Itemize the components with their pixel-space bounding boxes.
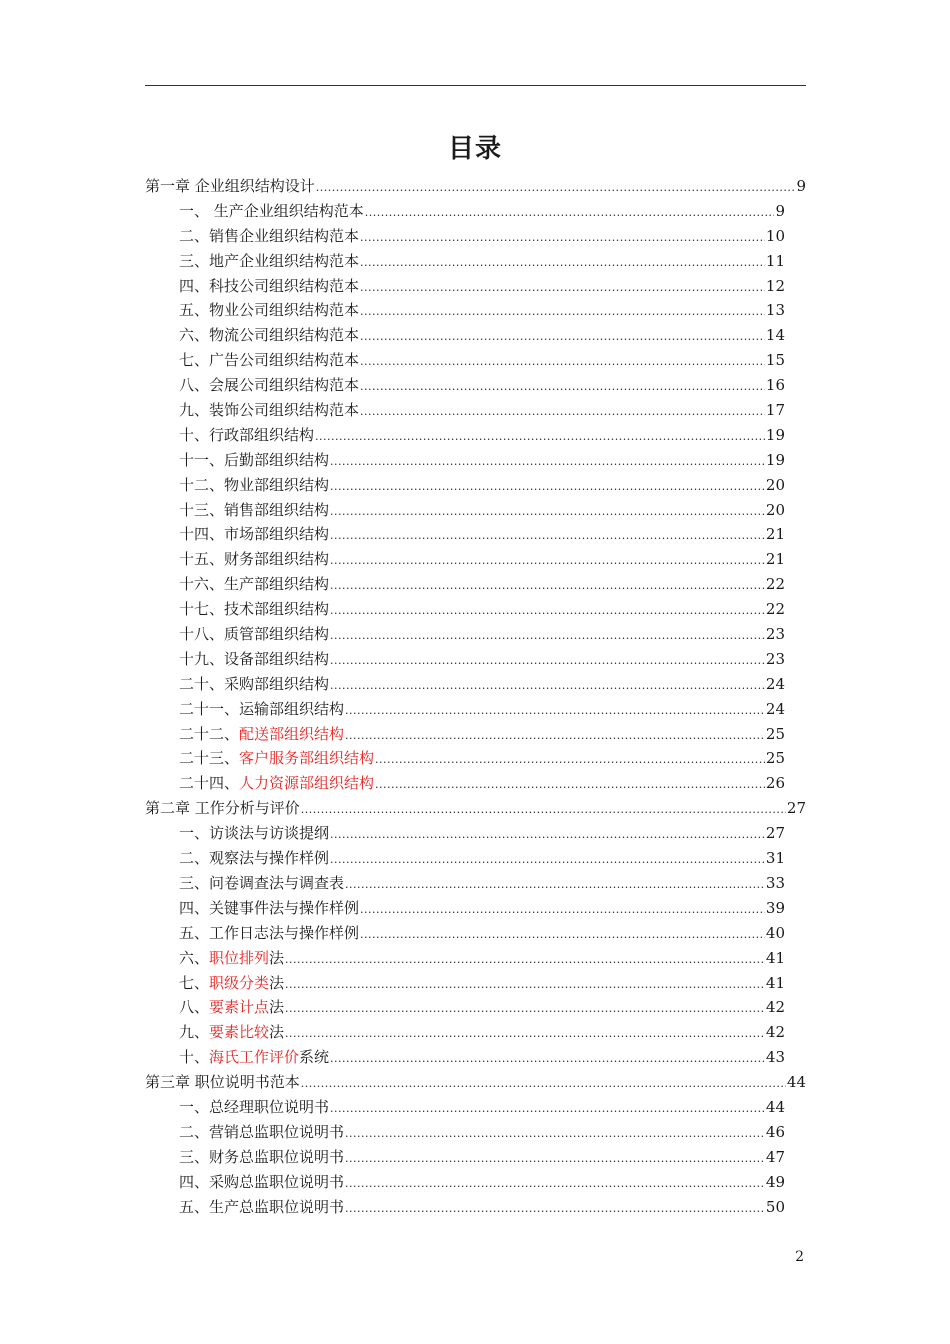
- toc-entry-text: 十二、物业部组织结构: [179, 475, 330, 494]
- toc-section-entry[interactable]: [145, 423, 785, 448]
- toc-section-entry[interactable]: [145, 946, 785, 971]
- toc-section-entry[interactable]: [145, 746, 785, 771]
- toc-dot-leader: [330, 1097, 765, 1120]
- toc-entry-label: [179, 821, 329, 846]
- toc-section-entry[interactable]: [145, 1095, 785, 1120]
- toc-entry-text: 十、行政部组织结构: [179, 425, 315, 444]
- toc-entry-highlight: 配送部组织结构: [239, 724, 345, 743]
- toc-entry-label: [145, 174, 315, 199]
- toc-section-entry[interactable]: [145, 921, 785, 946]
- toc-section-entry[interactable]: [145, 348, 785, 373]
- toc-page-number: 44: [765, 1097, 785, 1116]
- toc-entry-text: 四、采购总监职位说明书: [179, 1172, 345, 1191]
- toc-section-entry[interactable]: [145, 373, 785, 398]
- toc-entry-text: 第三章 职位说明书范本: [145, 1073, 300, 1092]
- toc-section-entry[interactable]: [145, 298, 785, 323]
- toc-entry-label: [145, 796, 300, 821]
- toc-chapter-entry[interactable]: [145, 174, 806, 199]
- toc-entry-text: 七、: [179, 973, 210, 992]
- toc-section-entry[interactable]: [145, 1195, 785, 1220]
- toc-section-entry[interactable]: [145, 498, 785, 523]
- toc-dot-leader: [301, 798, 786, 821]
- toc-entry-text: 六、: [179, 948, 210, 967]
- toc-section-entry[interactable]: [145, 572, 785, 597]
- toc-section-entry[interactable]: [145, 672, 785, 697]
- toc-entry-text: 八、: [179, 998, 210, 1017]
- toc-entry-label: [179, 647, 329, 672]
- toc-page-number: 17: [765, 401, 785, 420]
- toc-page-number: 20: [765, 475, 785, 494]
- toc-dot-leader: [285, 948, 765, 971]
- toc-entry-label: [179, 323, 359, 348]
- toc-entry-label: [179, 896, 359, 921]
- toc-entry-text: 三、财务总监职位说明书: [179, 1147, 345, 1166]
- toc-entry-label: [179, 423, 314, 448]
- toc-section-entry[interactable]: [145, 199, 785, 224]
- toc-dot-leader: [345, 1172, 765, 1195]
- toc-page-number: 23: [765, 649, 785, 668]
- toc-dot-leader: [360, 400, 765, 423]
- toc-page-number: 22: [765, 575, 785, 594]
- toc-entry-label: [179, 946, 284, 971]
- toc-entry-label: [179, 572, 329, 597]
- toc-section-entry[interactable]: [145, 1120, 785, 1145]
- toc-entry-highlight: 海氏工作评价: [209, 1048, 300, 1067]
- toc-dot-leader: [330, 1047, 765, 1070]
- toc-section-entry[interactable]: [145, 398, 785, 423]
- toc-entry-label: [145, 1070, 300, 1095]
- toc-entry-text: 十三、销售部组织结构: [179, 500, 330, 519]
- toc-page-number: 24: [765, 674, 785, 693]
- toc-entry-highlight: 要素比较: [209, 1023, 270, 1042]
- toc-page-number: 25: [765, 749, 785, 768]
- toc-dot-leader: [360, 325, 765, 348]
- toc-dot-leader: [360, 898, 765, 921]
- toc-page-number: 31: [765, 849, 785, 868]
- toc-entry-text-suffix: 法: [269, 948, 285, 967]
- toc-entry-text: 二十一、运输部组织结构: [179, 699, 345, 718]
- toc-dot-leader: [345, 1197, 765, 1220]
- toc-page-number: 27: [765, 824, 785, 843]
- toc-entry-label: [179, 871, 344, 896]
- toc-page-number: 24: [765, 699, 785, 718]
- toc-page-number: 42: [765, 1023, 785, 1042]
- toc-dot-leader: [360, 375, 765, 398]
- toc-section-entry[interactable]: [145, 249, 785, 274]
- toc-page-number: 43: [765, 1048, 785, 1067]
- toc-section-entry[interactable]: [145, 821, 785, 846]
- toc-dot-leader: [330, 649, 765, 672]
- toc-entry-label: [179, 672, 329, 697]
- toc-page-number: 9: [796, 177, 806, 195]
- toc-dot-leader: [345, 724, 765, 747]
- toc-dot-leader: [330, 674, 765, 697]
- toc-entry-label: [179, 1095, 329, 1120]
- toc-section-entry[interactable]: [145, 224, 785, 249]
- toc-page-number: 41: [765, 948, 785, 967]
- toc-entry-text-suffix: 系统: [299, 1048, 330, 1067]
- toc-entry-text: 十、: [179, 1048, 210, 1067]
- toc-entry-label: [179, 448, 329, 473]
- toc-entry-text: 十六、生产部组织结构: [179, 575, 330, 594]
- toc-entry-text: 一、 生产企业组织结构范本: [179, 201, 364, 220]
- toc-page-number: 26: [765, 774, 785, 793]
- toc-page-number: 27: [786, 799, 806, 818]
- toc-chapter-entry[interactable]: [145, 1070, 806, 1095]
- toc-dot-leader: [375, 773, 765, 796]
- toc-entry-label: [179, 473, 329, 498]
- toc-entry-label: [179, 597, 329, 622]
- toc-page-number: 19: [765, 450, 785, 469]
- toc-entry-label: [179, 746, 374, 771]
- toc-section-entry[interactable]: [145, 323, 785, 348]
- toc-entry-text: 十七、技术部组织结构: [179, 600, 330, 619]
- toc-section-entry[interactable]: [145, 1170, 785, 1195]
- toc-entry-highlight: 人力资源部组织结构: [239, 774, 375, 793]
- table-of-contents: [145, 174, 806, 1219]
- toc-entry-label: [179, 298, 359, 323]
- toc-page-number: 41: [765, 973, 785, 992]
- toc-section-entry[interactable]: [145, 274, 785, 299]
- toc-page-number: 49: [765, 1172, 785, 1191]
- toc-section-entry[interactable]: [145, 547, 785, 572]
- toc-section-entry[interactable]: [145, 971, 785, 996]
- toc-entry-text: 二、观察法与操作样例: [179, 849, 330, 868]
- toc-entry-text: 十一、后勤部组织结构: [179, 450, 330, 469]
- toc-entry-label: [179, 971, 284, 996]
- toc-entry-text: 一、访谈法与访谈提纲: [179, 824, 330, 843]
- toc-page-number: 50: [765, 1197, 785, 1216]
- toc-dot-leader: [330, 823, 765, 846]
- toc-section-entry[interactable]: [145, 1045, 785, 1070]
- toc-entry-text: 三、地产企业组织结构范本: [179, 251, 360, 270]
- toc-section-entry[interactable]: [145, 846, 785, 871]
- header-rule: [145, 85, 806, 86]
- toc-dot-leader: [330, 524, 765, 547]
- toc-entry-text: 二十、采购部组织结构: [179, 674, 330, 693]
- toc-entry-text: 二十二、: [179, 724, 240, 743]
- toc-dot-leader: [360, 350, 765, 373]
- toc-entry-label: [179, 348, 359, 373]
- toc-entry-text: 六、物流公司组织结构范本: [179, 326, 360, 345]
- toc-page-number: 20: [765, 500, 785, 519]
- toc-entry-text: 第二章 工作分析与评价: [145, 799, 300, 818]
- toc-dot-leader: [360, 276, 765, 299]
- toc-entry-label: [179, 547, 329, 572]
- toc-page-number: 19: [765, 425, 785, 444]
- page-title: 目录: [447, 134, 502, 164]
- toc-page-number: 10: [765, 226, 785, 245]
- toc-dot-leader: [330, 475, 765, 498]
- toc-page-number: 21: [765, 550, 785, 569]
- toc-dot-leader: [330, 848, 765, 871]
- toc-entry-text: 十五、财务部组织结构: [179, 550, 330, 569]
- toc-section-entry[interactable]: [145, 1020, 785, 1045]
- toc-entry-text: 四、关键事件法与操作样例: [179, 898, 360, 917]
- toc-page-number: 21: [765, 525, 785, 544]
- toc-dot-leader: [365, 201, 775, 224]
- toc-dot-leader: [330, 500, 765, 523]
- toc-dot-leader: [360, 226, 765, 249]
- toc-entry-text: 一、总经理职位说明书: [179, 1097, 330, 1116]
- toc-dot-leader: [345, 1122, 765, 1145]
- toc-page-number: 25: [765, 724, 785, 743]
- toc-page-number: 14: [765, 326, 785, 345]
- toc-entry-label: [179, 498, 329, 523]
- toc-section-entry[interactable]: [145, 522, 785, 547]
- toc-entry-label: [179, 373, 359, 398]
- toc-section-entry[interactable]: [145, 597, 785, 622]
- toc-entry-text: 十四、市场部组织结构: [179, 525, 330, 544]
- toc-entry-text: 二、销售企业组织结构范本: [179, 226, 360, 245]
- toc-page-number: 11: [765, 251, 785, 270]
- toc-entry-text: 五、物业公司组织结构范本: [179, 301, 360, 320]
- toc-dot-leader: [330, 574, 765, 597]
- toc-page-number: 39: [765, 898, 785, 917]
- toc-entry-text-suffix: 法: [269, 998, 285, 1017]
- toc-entry-text: 二十四、: [179, 774, 240, 793]
- toc-entry-text: 七、广告公司组织结构范本: [179, 351, 360, 370]
- toc-entry-text: 五、工作日志法与操作样例: [179, 923, 360, 942]
- toc-page-number: 22: [765, 600, 785, 619]
- page-number: 2: [795, 1249, 804, 1265]
- toc-section-entry[interactable]: [145, 896, 785, 921]
- toc-dot-leader: [345, 1147, 765, 1170]
- toc-entry-label: [179, 398, 359, 423]
- toc-entry-highlight: 职位排列: [209, 948, 270, 967]
- toc-entry-text: 二十三、: [179, 749, 240, 768]
- toc-page-number: 33: [765, 873, 785, 892]
- toc-dot-leader: [330, 549, 765, 572]
- toc-page-number: 40: [765, 923, 785, 942]
- toc-entry-label: [179, 1045, 329, 1070]
- toc-page-number: 44: [786, 1073, 806, 1092]
- toc-page-number: 42: [765, 998, 785, 1017]
- toc-entry-highlight: 职级分类: [209, 973, 270, 992]
- toc-entry-text: 二、营销总监职位说明书: [179, 1122, 345, 1141]
- toc-entry-text: 八、会展公司组织结构范本: [179, 376, 360, 395]
- toc-entry-text: 九、: [179, 1023, 210, 1042]
- toc-dot-leader: [285, 997, 765, 1020]
- toc-page-number: 46: [765, 1122, 785, 1141]
- toc-section-entry[interactable]: [145, 647, 785, 672]
- toc-entry-text: 九、装饰公司组织结构范本: [179, 401, 360, 420]
- toc-dot-leader: [375, 748, 765, 771]
- toc-dot-leader: [330, 624, 765, 647]
- toc-entry-label: [179, 622, 329, 647]
- toc-chapter-entry[interactable]: [145, 796, 806, 821]
- toc-entry-text: 十九、设备部组织结构: [179, 649, 330, 668]
- toc-section-entry[interactable]: [145, 473, 785, 498]
- toc-section-entry[interactable]: [145, 771, 785, 796]
- toc-dot-leader: [316, 176, 796, 199]
- toc-entry-label: [179, 771, 374, 796]
- toc-page-number: 47: [765, 1147, 785, 1166]
- toc-section-entry[interactable]: [145, 448, 785, 473]
- toc-entry-label: [179, 199, 364, 224]
- toc-page-number: 23: [765, 625, 785, 644]
- toc-dot-leader: [360, 251, 765, 274]
- toc-entry-text: 四、科技公司组织结构范本: [179, 276, 360, 295]
- toc-entry-text-suffix: 法: [269, 1023, 285, 1042]
- toc-entry-label: [179, 224, 359, 249]
- toc-section-entry[interactable]: [145, 697, 785, 722]
- toc-entry-text: 五、生产总监职位说明书: [179, 1197, 345, 1216]
- toc-dot-leader: [285, 1022, 765, 1045]
- toc-page-number: 12: [765, 276, 785, 295]
- toc-entry-label: [179, 995, 284, 1020]
- toc-page-number: 13: [765, 301, 785, 320]
- toc-entry-label: [179, 1145, 344, 1170]
- toc-entry-label: [179, 1020, 284, 1045]
- toc-section-entry[interactable]: [145, 871, 785, 896]
- toc-section-entry[interactable]: [145, 622, 785, 647]
- toc-entry-label: [179, 522, 329, 547]
- toc-entry-label: [179, 846, 329, 871]
- toc-entry-highlight: 客户服务部组织结构: [239, 749, 375, 768]
- toc-entry-text: 三、问卷调查法与调查表: [179, 873, 345, 892]
- toc-dot-leader: [345, 699, 765, 722]
- toc-entry-label: [179, 1195, 344, 1220]
- toc-dot-leader: [360, 300, 765, 323]
- toc-entry-label: [179, 722, 344, 747]
- toc-section-entry[interactable]: [145, 1145, 785, 1170]
- toc-entry-label: [179, 1120, 344, 1145]
- toc-entry-text: 十八、质管部组织结构: [179, 625, 330, 644]
- toc-section-entry[interactable]: [145, 995, 785, 1020]
- toc-dot-leader: [330, 450, 765, 473]
- toc-page-number: 16: [765, 376, 785, 395]
- toc-entry-highlight: 要素计点: [209, 998, 270, 1017]
- toc-dot-leader: [345, 873, 765, 896]
- toc-entry-label: [179, 921, 359, 946]
- toc-dot-leader: [330, 599, 765, 622]
- toc-dot-leader: [301, 1072, 786, 1095]
- toc-entry-label: [179, 274, 359, 299]
- toc-dot-leader: [285, 973, 765, 996]
- toc-page-number: 9: [775, 201, 785, 220]
- toc-dot-leader: [315, 425, 765, 448]
- toc-entry-label: [179, 249, 359, 274]
- toc-entry-text-suffix: 法: [269, 973, 285, 992]
- toc-dot-leader: [360, 923, 765, 946]
- toc-entry-label: [179, 697, 344, 722]
- toc-entry-label: [179, 1170, 344, 1195]
- toc-section-entry[interactable]: [145, 722, 785, 747]
- toc-entry-text: 第一章 企业组织结构设计: [145, 177, 315, 195]
- toc-page-number: 15: [765, 351, 785, 370]
